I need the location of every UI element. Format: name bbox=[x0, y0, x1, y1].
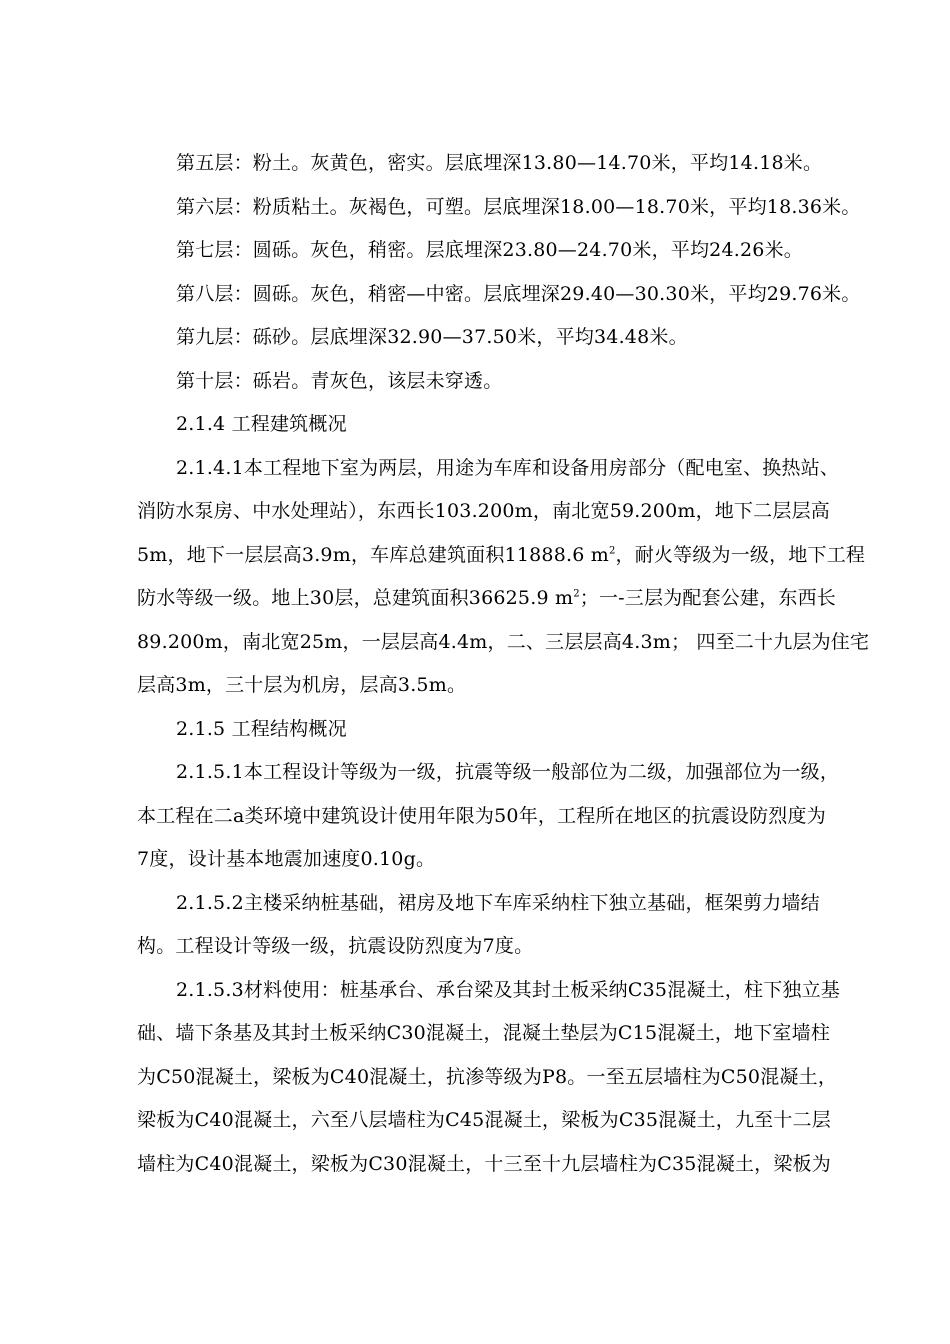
section-2153-line-1: 2.1.5.3材料使用：桩基承台、承台梁及其封土板采纳C35混凝土，柱下独立基 bbox=[176, 979, 840, 1001]
section-2141-line-6: 层高3m，三十层为机房，层高3.5m。 bbox=[137, 674, 467, 696]
section-2151-line-1: 2.1.5.1本工程设计等级为一级，抗震等级一般部位为二级，加强部位为一级， bbox=[176, 761, 840, 783]
section-2141-line-1: 2.1.4.1本工程地下室为两层，用途为车库和设备用房部分（配电室、换热站、 bbox=[176, 457, 840, 479]
layer-5-line: 第五层：粉土。灰黄色，密实。层底埋深13.80—14.70米，平均14.18米。 bbox=[176, 152, 823, 174]
section-2152-line-2: 构。工程设计等级一级，抗震设防烈度为7度。 bbox=[137, 935, 534, 957]
section-2141-line-2: 消防水泵房、中水处理站），东西长103.200m，南北宽59.200m，地下二层层高 bbox=[137, 500, 830, 522]
layer-7-line: 第七层：圆砾。灰色，稍密。层底埋深23.80—24.70米，平均24.26米。 bbox=[176, 239, 803, 261]
section-215-heading: 2.1.5 工程结构概况 bbox=[176, 718, 347, 740]
section-2153-line-3: 为C50混凝土，梁板为C40混凝土，抗渗等级为P8。一至五层墙柱为C50混凝土， bbox=[137, 1066, 838, 1088]
superscript-2: 2 bbox=[608, 545, 616, 557]
section-2141-line-3 bbox=[0, 543, 950, 567]
section-2151-line-3: 7度，设计基本地震加速度0.10g。 bbox=[137, 848, 436, 870]
section-2152-line-1: 2.1.5.2主楼采纳桩基础，裙房及地下车库采纳柱下独立基础，框架剪力墙结 bbox=[176, 892, 820, 914]
section-2153-line-4: 梁板为C40混凝土，六至八层墙柱为C45混凝土，梁板为C35混凝土，九至十二层 bbox=[137, 1109, 831, 1131]
section-214-heading: 2.1.4 工程建筑概况 bbox=[176, 413, 347, 435]
layer-10-line: 第十层：砾岩。青灰色，该层未穿透。 bbox=[176, 370, 503, 392]
superscript-2: 2 bbox=[573, 588, 580, 600]
section-2141-line-4-text-a: 防水等级一级。地上30层，总建筑面积36625.9 m bbox=[137, 587, 574, 609]
section-2153-line-2: 础、墙下条基及其封土板采纳C30混凝土，混凝土垫层为C15混凝土，地下室墙柱 bbox=[137, 1022, 831, 1044]
section-2141-line-4 bbox=[0, 586, 950, 610]
section-2153-line-5: 墙柱为C40混凝土，梁板为C30混凝土，十三至十九层墙柱为C35混凝土，梁板为 bbox=[137, 1153, 831, 1175]
section-2141-line-4-text-b: ；一-三层为配套公建，东西长 bbox=[579, 587, 837, 609]
section-2141-line-3-text-b: ，耐火等级为一级，地下工程 bbox=[615, 544, 866, 566]
layer-9-line: 第九层：砾砂。层底埋深32.90—37.50米，平均34.48米。 bbox=[176, 326, 688, 348]
layer-6-line: 第六层：粉质粘土。灰褐色，可塑。层底埋深18.00—18.70米，平均18.36米。 bbox=[176, 196, 861, 218]
section-2151-line-2: 本工程在二a类环境中建筑设计使用年限为50年，工程所在地区的抗震设防烈度为 bbox=[137, 805, 826, 827]
section-2141-line-5: 89.200m，南北宽25m，一层层高4.4m，二、三层层高4.3m； 四至二十九层为住宅 bbox=[137, 631, 870, 653]
layer-8-line: 第八层：圆砾。灰色，稍密—中密。层底埋深29.40—30.30米，平均29.76米。 bbox=[176, 283, 861, 305]
section-2141-line-3-text-a: 5m，地下一层层高3.9m，车库总建筑面积11888.6 m bbox=[137, 544, 609, 566]
